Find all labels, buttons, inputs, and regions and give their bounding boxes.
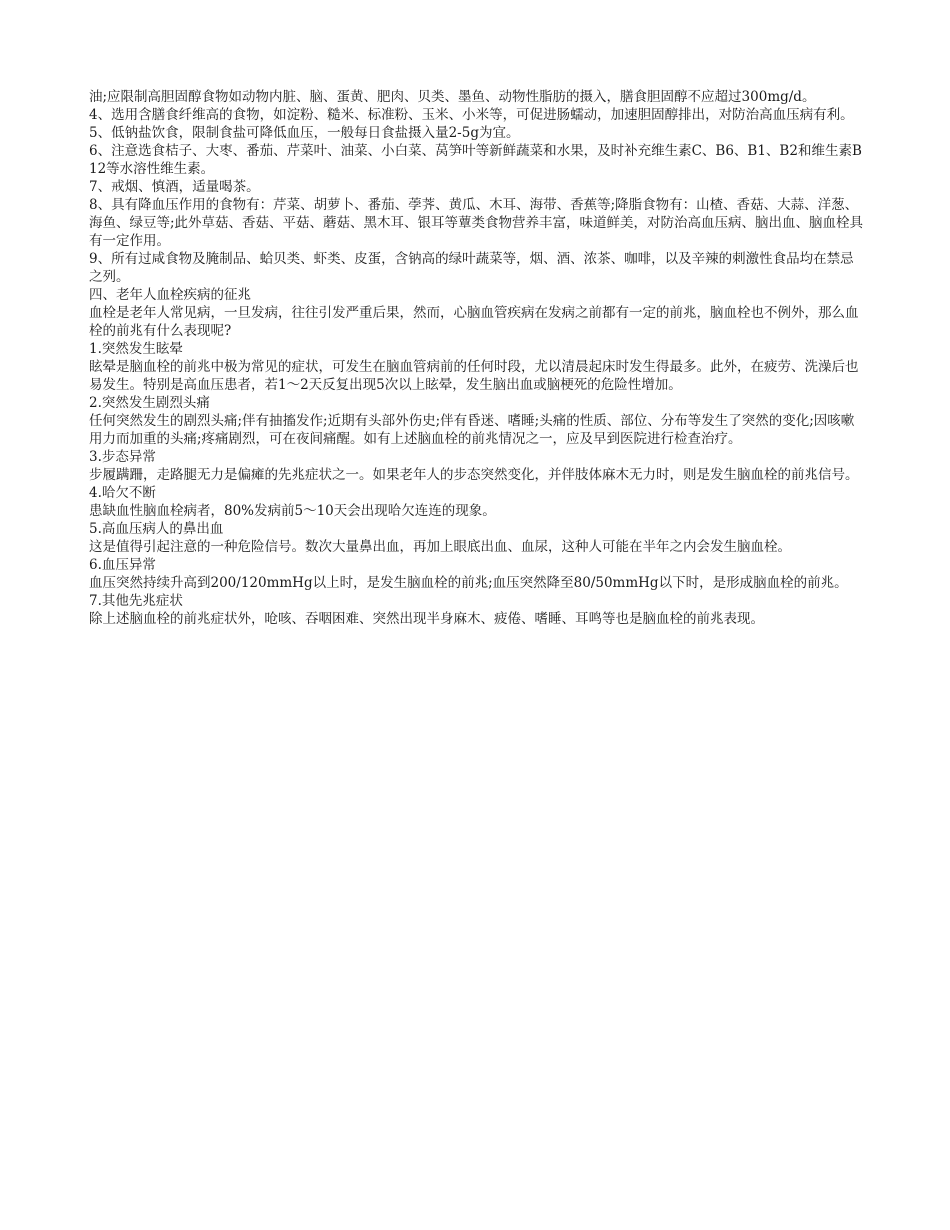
subheading-headache: 2.突然发生剧烈头痛 <box>89 395 210 411</box>
paragraph-diet-fiber: 4、选用含膳食纤维高的食物，如淀粉、糙米、标准粉、玉米、小米等，可促进肠蠕动，加速胆固醇排出，对防治高血压病有利。 <box>89 107 854 123</box>
paragraph-diet-smoking: 7、戒烟、慎酒，适量喝茶。 <box>89 179 260 195</box>
subheading-blood-pressure: 6.血压异常 <box>89 557 156 573</box>
document-body <box>89 88 864 628</box>
paragraph-diet-cholesterol: 油;应限制高胆固醇食物如动物内脏、脑、蛋黄、肥肉、贝类、墨鱼、动物性脂肪的摄入，膳食胆固醇不应超过300mg/d。 <box>89 89 816 105</box>
section-heading: 四、老年人血栓疾病的征兆 <box>89 287 251 303</box>
paragraph-headache: 任何突然发生的剧烈头痛;伴有抽搐发作;近期有头部外伤史;伴有昏迷、嗜睡;头痛的性质、部位、分布等发生了突然的变化;因咳嗽用力而加重的头痛;疼痛剧烈，可在夜间痛醒。如有上述脑血栓的前兆情况之一，应及早到医院进行检查治疗。 <box>89 413 855 447</box>
paragraph-intro: 血栓是老年人常见病，一旦发病，往往引发严重后果，然而，心脑血管疾病在发病之前都有一定的前兆，脑血栓也不例外，那么血栓的前兆有什么表现呢? <box>89 305 859 339</box>
subheading-other-symptoms: 7.其他先兆症状 <box>89 593 183 609</box>
paragraph-nosebleed: 这是值得引起注意的一种危险信号。数次大量鼻出血，再加上眼底出血、血尿，这种人可能在半年之内会发生脑血栓。 <box>89 539 791 555</box>
paragraph-diet-salt: 5、低钠盐饮食，限制食盐可降低血压，一般每日食盐摄入量2-5g为宜。 <box>89 125 520 141</box>
subheading-gait: 3.步态异常 <box>89 449 156 465</box>
paragraph-blood-pressure: 血压突然持续升高到200/120mmHg以上时，是发生脑血栓的前兆;血压突然降至80/50mmHg以下时，是形成脑血栓的前兆。 <box>89 575 848 591</box>
subheading-yawning: 4.哈欠不断 <box>89 485 156 501</box>
subheading-nosebleed: 5.高血压病人的鼻出血 <box>89 521 224 537</box>
paragraph-diet-vegetables: 6、注意选食桔子、大枣、番茄、芹菜叶、油菜、小白菜、莴笋叶等新鲜蔬菜和水果，及时补充维生素C、B6、B1、B2和维生素B12等水溶性维生素。 <box>89 143 862 177</box>
paragraph-yawning: 患缺血性脑血栓病者，80%发病前5～10天会出现哈欠连连的现象。 <box>89 503 496 519</box>
subheading-dizziness: 1.突然发生眩晕 <box>89 341 183 357</box>
paragraph-diet-foods: 8、具有降血压作用的食物有：芹菜、胡萝卜、番茄、荸荠、黄瓜、木耳、海带、香蕉等;降脂食物有：山楂、香菇、大蒜、洋葱、海鱼、绿豆等;此外草菇、香菇、平菇、蘑菇、黑木耳、银耳等蕈类食物营养丰富，味道鲜美，对防治高血压病、脑出血、脑血栓具有一定作用。 <box>89 197 864 249</box>
paragraph-dizziness: 眩晕是脑血栓的前兆中极为常见的症状，可发生在脑血管病前的任何时段，尤以清晨起床时发生得最多。此外，在疲劳、洗澡后也易发生。特别是高血压患者，若1～2天反复出现5次以上眩晕，发生脑出血或脑梗死的危险性增加。 <box>89 359 859 393</box>
paragraph-other-symptoms: 除上述脑血栓的前兆症状外，呛咳、吞咽困难、突然出现半身麻木、疲倦、嗜睡、耳鸣等也是脑血栓的前兆表现。 <box>89 611 764 627</box>
paragraph-diet-forbidden: 9、所有过咸食物及腌制品、蛤贝类、虾类、皮蛋，含钠高的绿叶蔬菜等，烟、酒、浓茶、咖啡，以及辛辣的刺激性食品均在禁忌之列。 <box>89 251 854 285</box>
paragraph-gait: 步履蹒跚，走路腿无力是偏瘫的先兆症状之一。如果老年人的步态突然变化，并伴肢体麻木无力时，则是发生脑血栓的前兆信号。 <box>89 467 859 483</box>
